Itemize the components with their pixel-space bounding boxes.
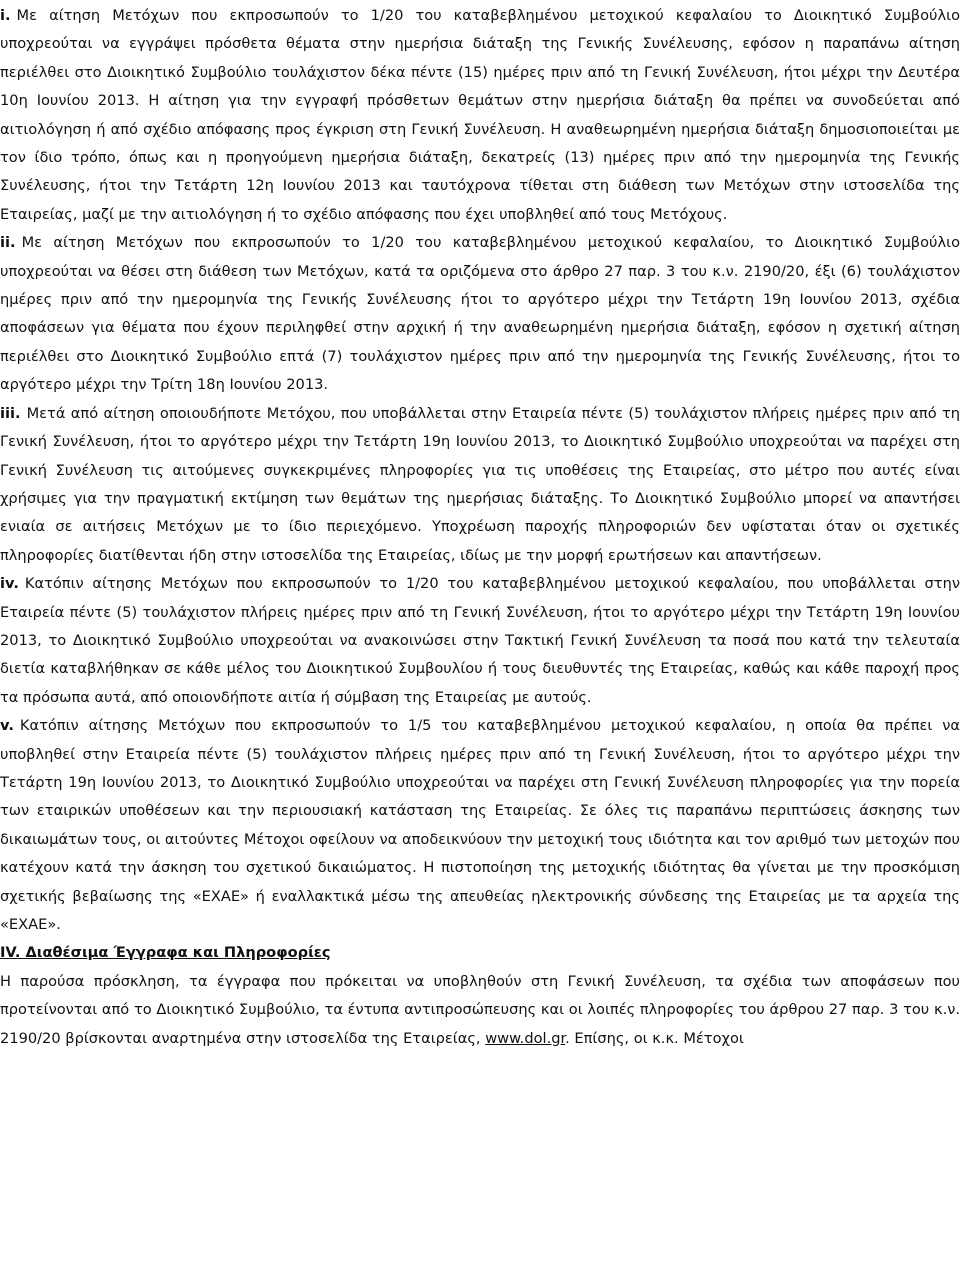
paragraph-iv	[0, 570, 960, 712]
section-heading: IV. Διαθέσιμα Έγγραφα και Πληροφορίες	[0, 944, 331, 962]
paragraph-text: Κατόπιν αίτησης Μετόχων που εκπροσωπούν το 1/20 του καταβεβλημένου μετοχικού κεφαλαίου, που υποβάλλεται στην Εταιρεία πέντε (5) τουλάχιστον πλήρεις ημέρες πριν από τη Γενική Συνέλευση, ήτοι το αργότερο μέχρι την Τετάρτη 19η Ιουνίου 2013, το Διοικητικό Συμβούλιο υποχρεούται να ανακοινώσει στην Τακτική Γενική Συνέλευση τα ποσά που κατά την τελευταία διετία καταβλήθηκαν σε κάθε μέλος του Διοικητικού Συμβουλίου ή τους διευθυντές της Εταιρείας, καθώς και κάθε παροχή προς τα πρόσωπα αυτά, από οποιονδήποτε αιτία ή σύμβαση της Εταιρείας με αυτούς.	[0, 575, 960, 706]
paragraph-marker: ii.	[0, 234, 16, 252]
paragraph-marker: v.	[0, 717, 14, 735]
paragraph-v	[0, 712, 960, 939]
paragraph-text: Με αίτηση Μετόχων που εκπροσωπούν το 1/20 του καταβεβλημένου μετοχικού κεφαλαίου το Διοικητικό Συμβούλιο υποχρεούται να εγγράψει πρόσθετα θέματα στην ημερήσια διάταξη της Γενικής Συνέλευσης, εφόσον η παραπάνω αίτηση περιέλθει στο Διοικητικό Συμβούλιο τουλάχιστον δέκα πέντε (15) ημέρες πριν από τη Γενική Συνέλευση, ήτοι μέχρι την Δευτέρα 10η Ιουνίου 2013. Η αίτηση για την εγγραφή πρόσθετων θεμάτων στην ημερήσια διάταξη θα πρέπει να συνοδεύεται από αιτιολόγηση ή από σχέδιο απόφασης προς έγκριση στη Γενική Συνέλευση. Η αναθεωρημένη ημερήσια διάταξη δημοσιοποιείται με τον ίδιο τρόπο, όπως και η προηγούμενη ημερήσια διάταξη, δεκατρείς (13) ημέρες πριν από την ημερομηνία της Γενικής Συνέλευσης, ήτοι την Τετάρτη 12η Ιουνίου 2013 και ταυτόχρονα τίθεται στη διάθεση των Μετόχων στην ιστοσελίδα της Εταιρείας, μαζί με την αιτιολόγηση ή το σχέδιο απόφασης που έχει υποβληθεί από τους Μετόχους.	[0, 7, 960, 223]
paragraph-text: Με αίτηση Μετόχων που εκπροσωπούν το 1/20 του καταβεβλημένου μετοχικού κεφαλαίου, το Διοικητικό Συμβούλιο υποχρεούται να θέσει στη διάθεση των Μετόχων, κατά τα οριζόμενα στο άρθρο 27 παρ. 3 του κ.ν. 2190/20, έξι (6) τουλάχιστον ημέρες πριν από την ημερομηνία της Γενικής Συνέλευσης ήτοι το αργότερο μέχρι την Τετάρτη 19η Ιουνίου 2013, σχέδια αποφάσεων για θέματα που έχουν περιληφθεί στην αρχική ή την αναθεωρημένη ημερήσια διάταξη, εφόσον η σχετική αίτηση περιέλθει στο Διοικητικό Συμβούλιο επτά (7) τουλάχιστον ημέρες πριν από την ημερομηνία της Γενικής Συνέλευσης, ήτοι το αργότερο μέχρι την Τρίτη 18η Ιουνίου 2013.	[0, 234, 960, 394]
paragraph-text: Μετά από αίτηση οποιουδήποτε Μετόχου, που υποβάλλεται στην Εταιρεία πέντε (5) τουλάχιστον πλήρεις ημέρες πριν από τη Γενική Συνέλευση, ήτοι το αργότερο μέχρι την Τετάρτη 19η Ιουνίου 2013, το Διοικητικό Συμβούλιο υποχρεούται να παρέχει στη Γενική Συνέλευση τις αιτούμενες συγκεκριμένες πληροφορίες για τις υποθέσεις της Εταιρείας, στο μέτρο που αυτές είναι χρήσιμες για την πραγματική εκτίμηση των θεμάτων της ημερήσιας διάταξης. Το Διοικητικό Συμβούλιο μπορεί να απαντήσει ενιαία σε αιτήσεις Μετόχων με το ίδιο περιεχόμενο. Υποχρέωση παροχής πληροφοριών δεν υφίσταται όταν οι σχετικές πληροφορίες διατίθενται ήδη στην ιστοσελίδα της Εταιρείας, ιδίως με την μορφή ερωτήσεων και απαντήσεων.	[0, 404, 960, 564]
website-link[interactable]: www.dol.gr	[485, 1029, 566, 1047]
paragraph-marker: iv.	[0, 575, 19, 593]
closing-paragraph	[0, 968, 960, 1053]
paragraph-marker: iii.	[0, 404, 21, 422]
paragraph-text: Κατόπιν αίτησης Μετόχων που εκπροσωπούν το 1/5 του καταβεβλημένου μετοχικού κεφαλαίου, η οποία θα πρέπει να υποβληθεί στην Εταιρεία πέντε (5) τουλάχιστον πλήρεις ημέρες πριν από τη Γενική Συνέλευση, ήτοι το αργότερο μέχρι την Τετάρτη 19η Ιουνίου 2013, το Διοικητικό Συμβούλιο υποχρεούται να παρέχει στη Γενική Συνέλευση πληροφορίες για την πορεία των εταιρικών υποθέσεων και την περιουσιακή κατάσταση της Εταιρείας. Σε όλες τις παραπάνω περιπτώσεις άσκησης των δικαιωμάτων τους, οι αιτούντες Μέτοχοι οφείλουν να αποδεικνύουν την μετοχική τους ιδιότητα και τον αριθμό των μετοχών που κατέχουν κατά την άσκηση του σχετικού δικαιώματος. Η πιστοποίηση της μετοχικής ιδιότητας θα γίνεται με την προσκόμιση σχετικής βεβαίωσης της «ΕΧΑΕ» ή εναλλακτικά μέσω της απευθείας ηλεκτρονικής σύνδεσης της Εταιρείας με τα αρχεία της «ΕΧΑΕ».	[0, 717, 960, 933]
closing-text-continued: . Επίσης, οι κ.κ. Μέτοχοι	[565, 1029, 744, 1047]
paragraph-marker: i.	[0, 7, 11, 24]
paragraph-i	[0, 2, 960, 229]
closing-text: Η παρούσα πρόσκληση, τα έγγραφα που πρόκειται να υποβληθούν στη Γενική Συνέλευση, τα σχέδια των αποφάσεων που προτείνονται από το Διοικητικό Συμβούλιο, τα έντυπα αντιπροσώπευσης και οι λοιπές πληροφορίες του άρθρου 27 παρ. 3 του κ.ν. 2190/20 βρίσκονται αναρτημένα στην ιστοσελίδα της Εταιρείας,	[0, 972, 960, 1047]
paragraph-iii	[0, 400, 960, 570]
paragraph-ii	[0, 229, 960, 399]
